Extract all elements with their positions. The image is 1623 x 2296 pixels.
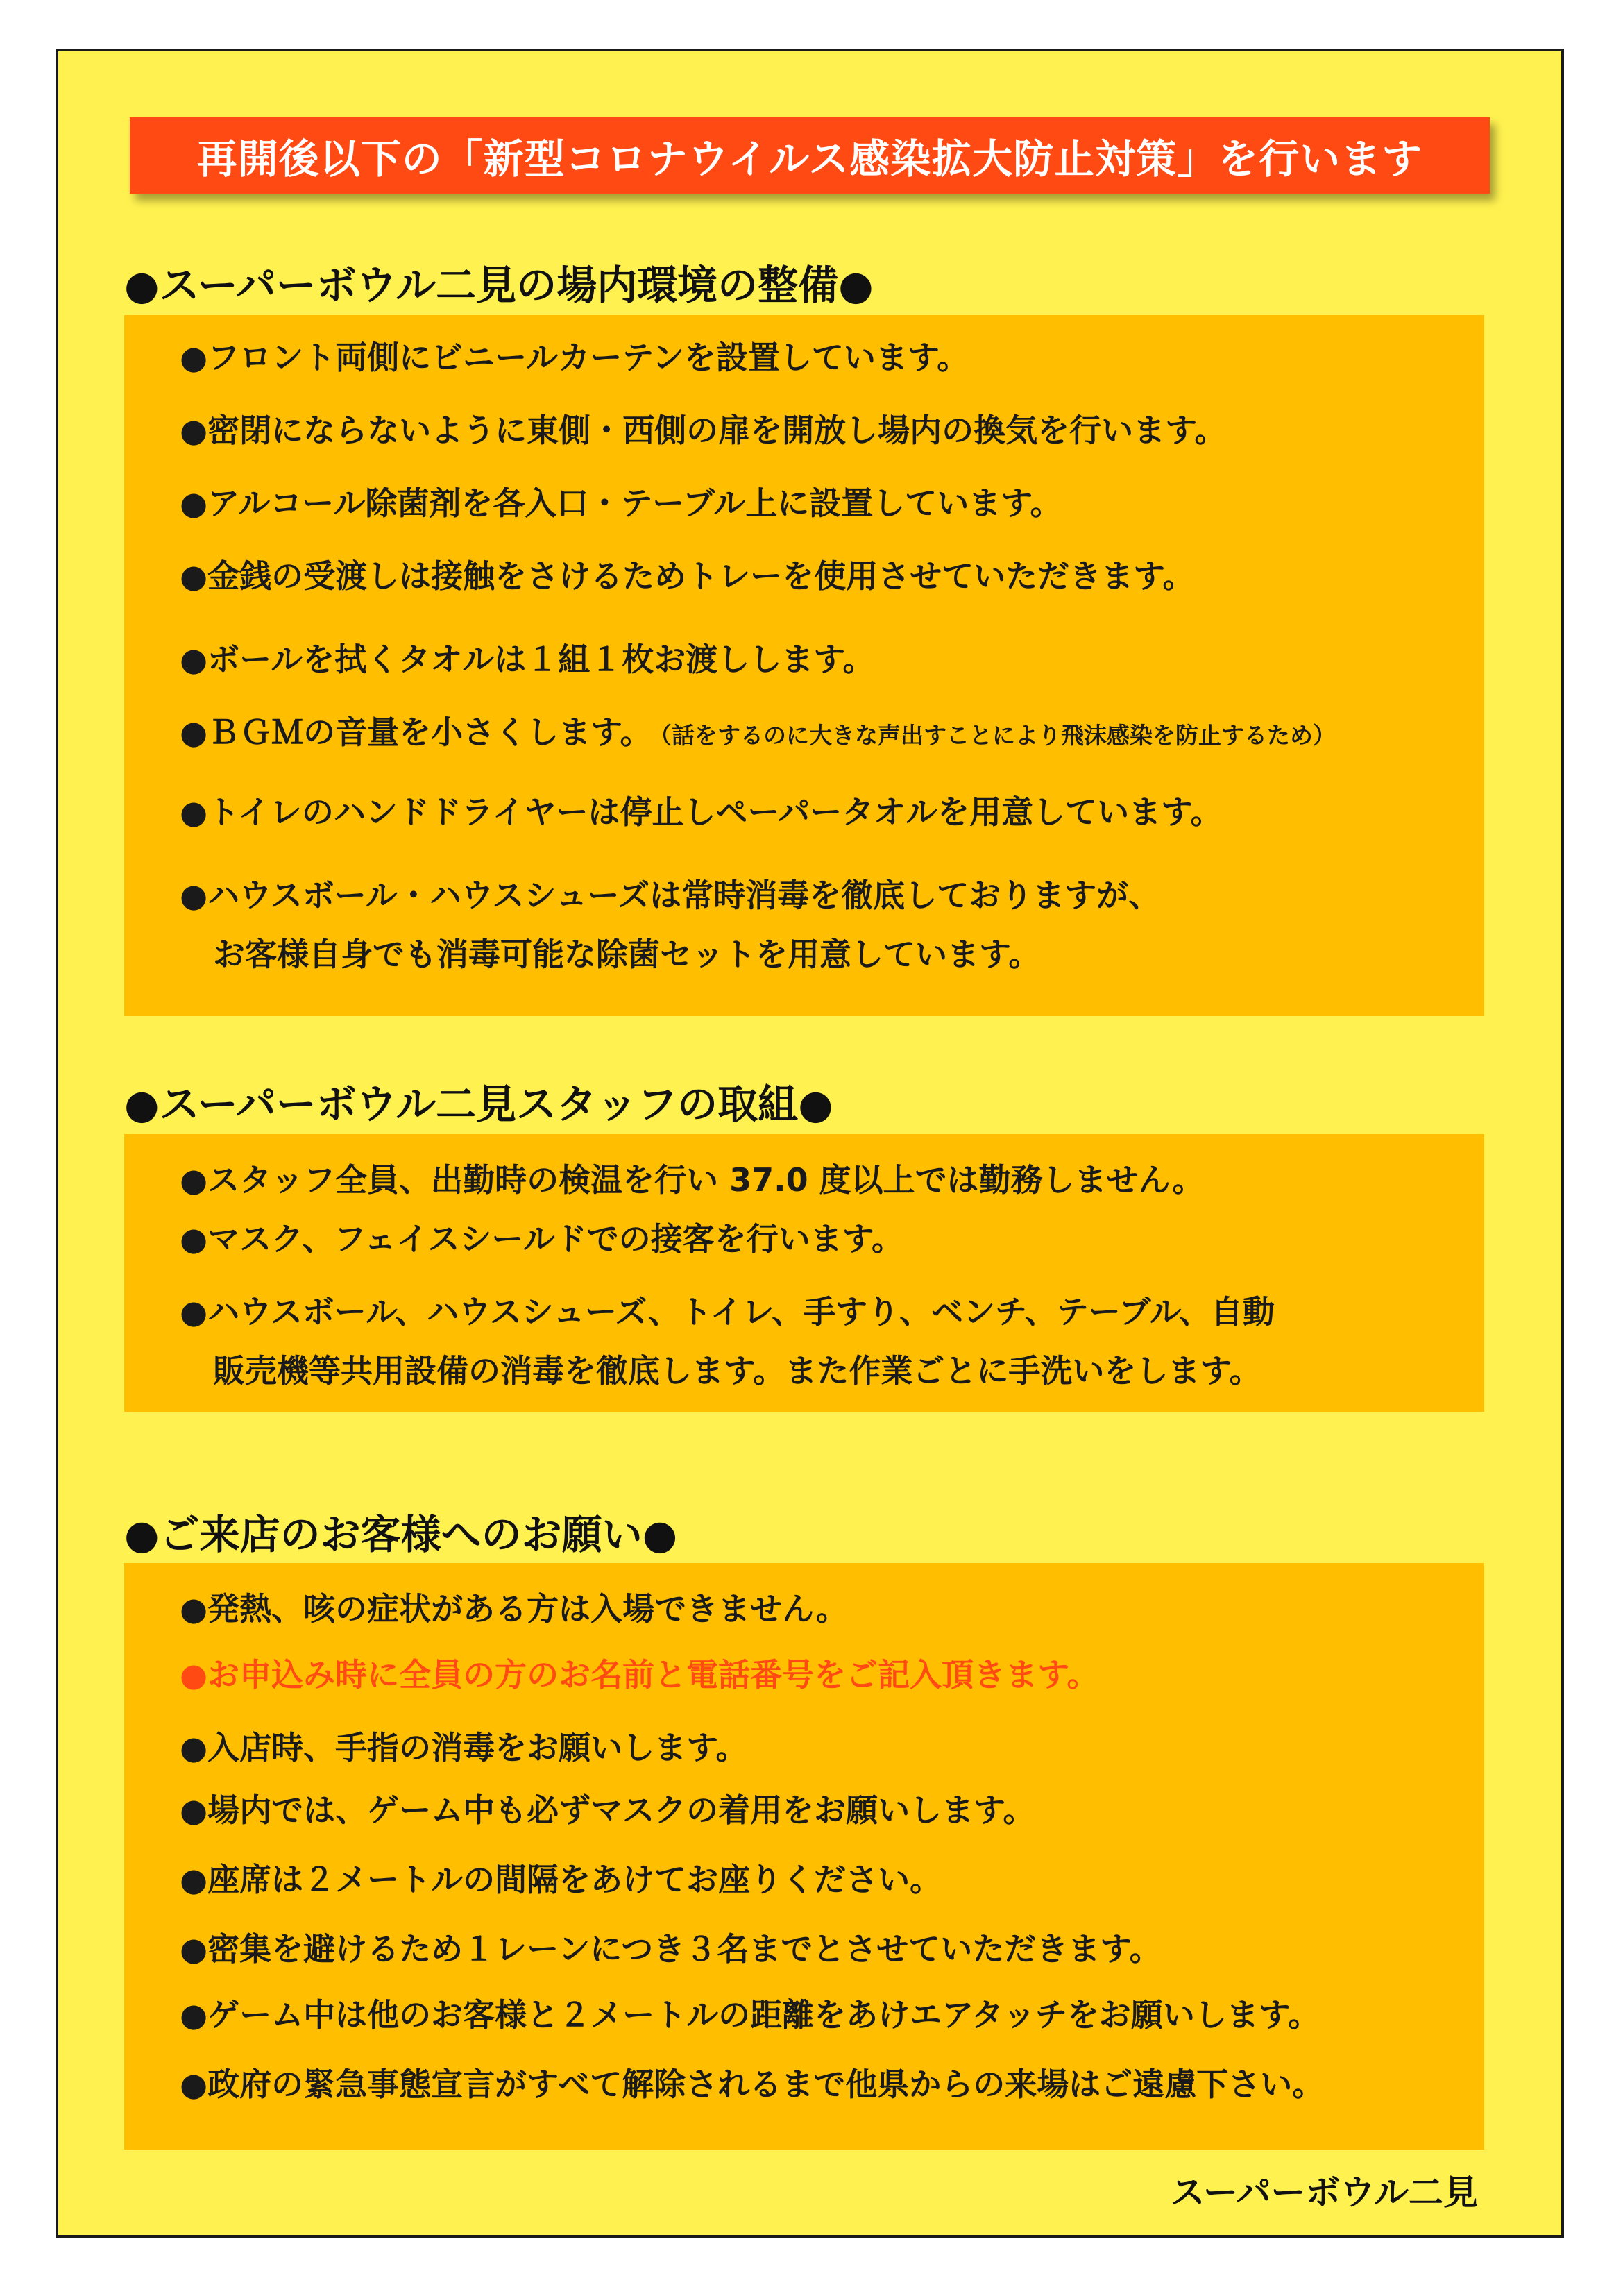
bgm-note: （話をするのに大きな声出すことにより飛沫感染を防止するため）: [660, 722, 1336, 749]
bullet-icon: ●: [180, 793, 208, 831]
page-title: 再開後以下の「新型コロナウイルス感染拡大防止対策」を行います: [196, 135, 1423, 183]
list-item: ●密閉にならないように東側・西側の扉を開放し場内の換気を行います。: [180, 412, 1227, 449]
bullet-icon: ●: [180, 1791, 208, 1829]
bullet-icon: ●: [180, 1930, 208, 1968]
bullet-icon: ●: [180, 484, 208, 522]
panel-environment: [124, 315, 1484, 1016]
bullet-icon: ●: [180, 1161, 208, 1199]
list-item-continuation: 販売機等共用設備の消毒を徹底します。また作業ごとに手洗いをします。: [213, 1352, 1261, 1390]
bullet-icon: ●: [180, 1590, 208, 1628]
list-item: ●密集を避けるため１レーンにつき３名までとさせていただきます。: [180, 1930, 1162, 1968]
list-item: ●アルコール除菌剤を各入口・テーブル上に設置しています。: [180, 484, 1062, 522]
bullet-icon: ●: [180, 714, 208, 751]
title-banner: [130, 117, 1490, 194]
bullet-icon: ●: [180, 1656, 208, 1694]
list-item: ●トイレのハンドドライヤーは停止しペーパータオルを用意しています。: [180, 793, 1223, 831]
bullet-icon: ●: [180, 412, 208, 449]
footer-signature: スーパーボウル二見: [1170, 2172, 1478, 2213]
list-item: ●スタッフ全員、出勤時の検温を行い 37.0 度以上では勤務しません。: [180, 1161, 1205, 1199]
bullet-icon: ●: [180, 641, 208, 678]
bullet-icon: ●: [180, 1220, 208, 1258]
bullet-icon: ●: [180, 339, 208, 376]
list-item: ●ゲーム中は他のお客様と２メートルの距離をあけエアタッチをお願いします。: [180, 1996, 1320, 2034]
list-item: ●ハウスボール、ハウスシューズ、トイレ、手すり、ベンチ、テーブル、自動: [180, 1293, 1275, 1331]
bullet-icon: ●: [180, 1861, 208, 1898]
list-item: ●ボールを拭くタオルは１組１枚お渡しします。: [180, 641, 875, 678]
list-item: ●フロント両側にビニールカーテンを設置しています。: [180, 339, 969, 376]
section-heading-customers: ●ご来店のお客様へのお願い●: [124, 1511, 678, 1558]
list-item: ●金銭の受渡しは接触をさけるためトレーを使用させていただきます。: [180, 557, 1195, 595]
bullet-icon: ●: [180, 557, 208, 595]
list-item: ●政府の緊急事態宣言がすべて解除されるまで他県からの来場はご遠慮下さい。: [180, 2066, 1325, 2103]
bullet-icon: ●: [180, 877, 208, 914]
list-item: ●発熱、咳の症状がある方は入場できません。: [180, 1590, 848, 1628]
section-heading-environment: ●スーパーボウル二見の場内環境の整備●: [124, 262, 874, 309]
notice-poster: [56, 49, 1564, 2238]
bullet-icon: ●: [180, 1729, 208, 1766]
bullet-icon: ●: [180, 2066, 208, 2103]
list-item-continuation: お客様自身でも消毒可能な除菌セットを用意しています。: [213, 936, 1041, 973]
panel-staff: [124, 1134, 1484, 1412]
list-item: ●場内では、ゲーム中も必ずマスクの着用をお願いします。: [180, 1791, 1035, 1829]
list-item-highlight: ●お申込み時に全員の方のお名前と電話番号をご記入頂きます。: [180, 1656, 1099, 1694]
list-item: ●入店時、手指の消毒をお願いします。: [180, 1729, 748, 1766]
section-heading-staff: ●スーパーボウル二見スタッフの取組●: [124, 1081, 833, 1128]
bullet-icon: ●: [180, 1996, 208, 2034]
list-item: ●ハウスボール・ハウスシューズは常時消毒を徹底しておりますが、: [180, 877, 1161, 914]
bullet-icon: ●: [180, 1293, 208, 1331]
list-item: ●座席は２メートルの間隔をあけてお座りください。: [180, 1861, 942, 1898]
list-item: ●マスク、フェイスシールドでの接客を行います。: [180, 1220, 903, 1258]
list-item: ●ＢＧＭの音量を小さくします。 （話をするのに大きな声出すことにより飛沫感染を防止するため）: [180, 714, 1336, 751]
panel-customers: [124, 1563, 1484, 2150]
